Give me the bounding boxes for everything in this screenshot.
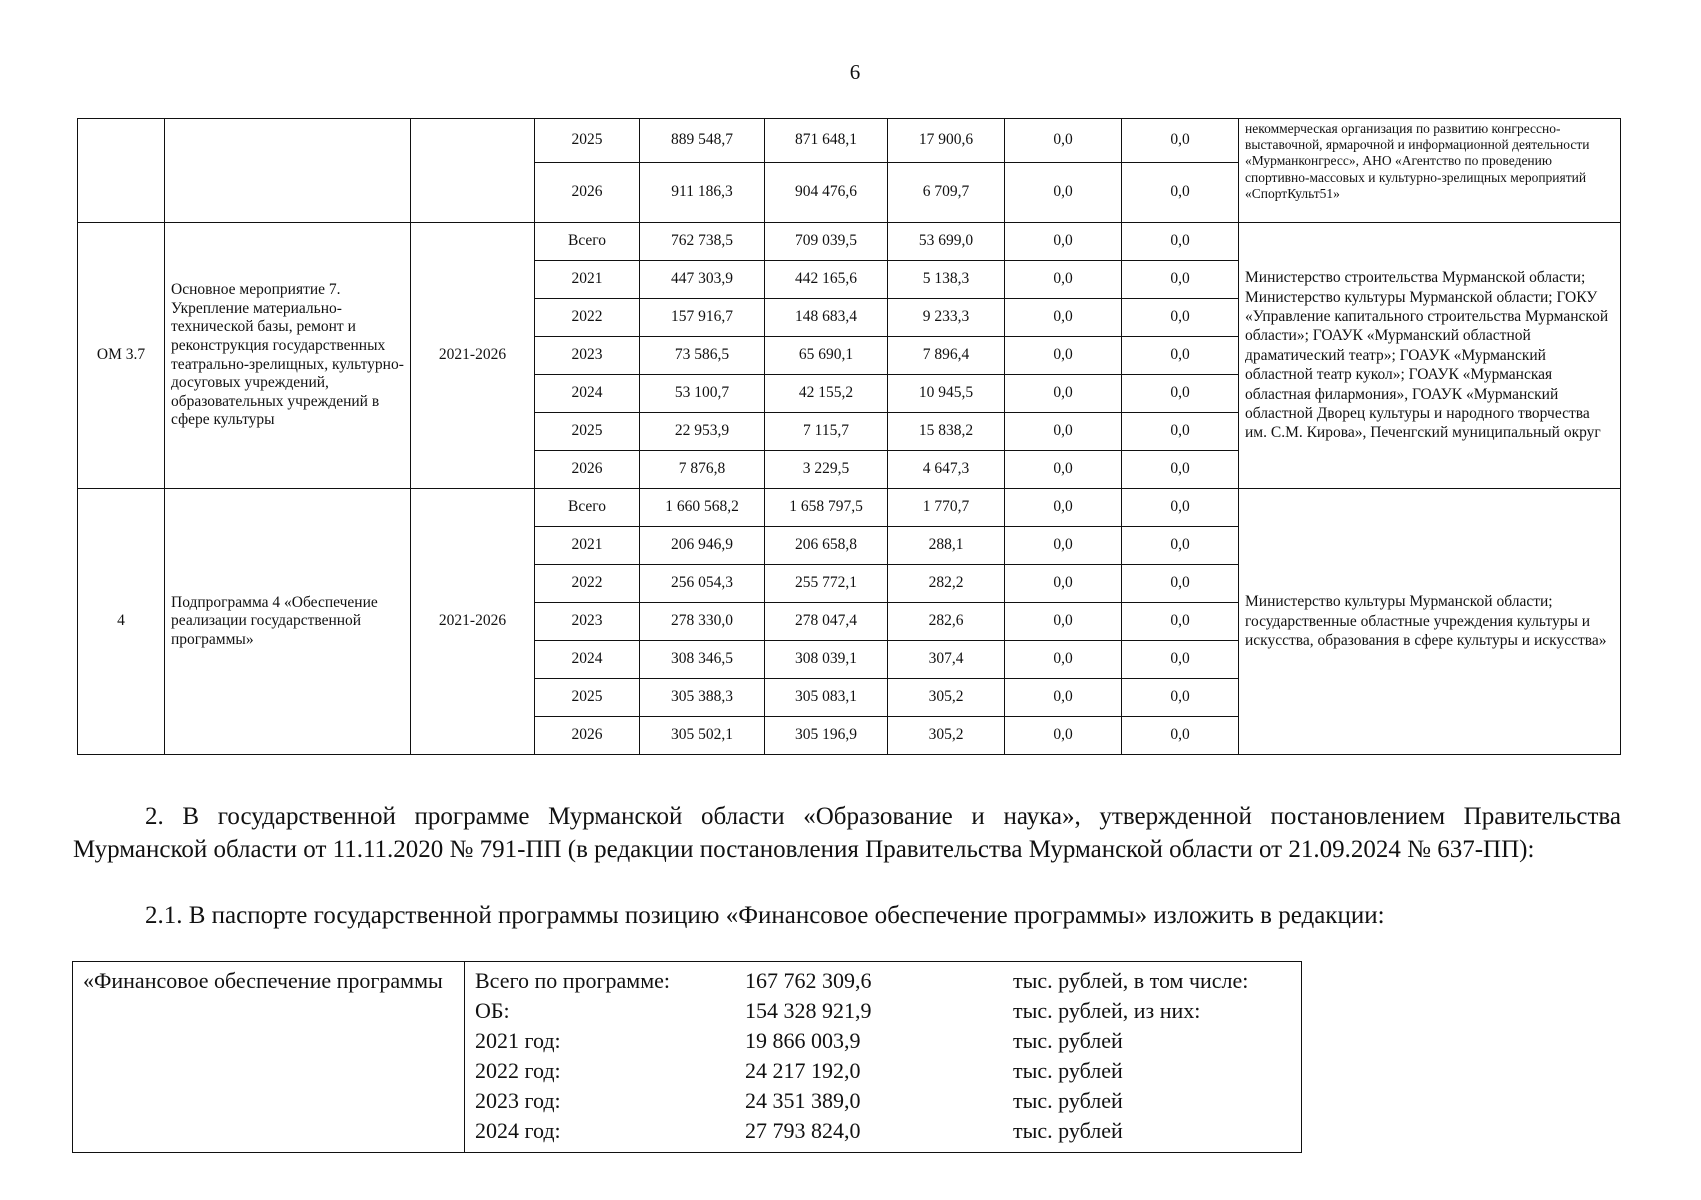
mb-cell: 0,0 [1005, 413, 1122, 451]
responsible-cell: некоммерческая организация по развитию конгрессно-выставочной, ярмарочной и информационной деятельности «Мурманконгресс», АНО «Агентство по проведению спортивно-массовых и культурно-зрелищных мероприятий «СпортКульт51» [1239, 119, 1621, 223]
finance-value: 24 351 389,0 [745, 1088, 861, 1113]
finance-row [475, 1116, 1291, 1146]
year-cell: Всего [535, 489, 640, 527]
fb-cell: 305,2 [888, 679, 1005, 717]
mb-cell: 0,0 [1005, 299, 1122, 337]
finance-value: 154 328 921,9 [745, 998, 872, 1023]
total-cell: 762 738,5 [640, 223, 765, 261]
mb-cell: 0,0 [1005, 603, 1122, 641]
year-cell: 2023 [535, 603, 640, 641]
ob-cell: 42 155,2 [765, 375, 888, 413]
total-cell: 889 548,7 [640, 119, 765, 163]
row-period-cell [411, 119, 535, 223]
finance-row [475, 1026, 1291, 1056]
vb-cell: 0,0 [1122, 603, 1239, 641]
mb-cell: 0,0 [1005, 261, 1122, 299]
year-cell: 2024 [535, 641, 640, 679]
ob-cell: 305 196,9 [765, 717, 888, 755]
mb-cell: 0,0 [1005, 641, 1122, 679]
total-cell: 305 388,3 [640, 679, 765, 717]
fb-cell: 53 699,0 [888, 223, 1005, 261]
paragraph-2-1: 2.1. В паспорте государственной программы позицию «Финансовое обеспечение программы» изложить в редакции: [145, 902, 1385, 929]
ob-cell: 709 039,5 [765, 223, 888, 261]
page-number: 6 [849, 60, 861, 84]
table-row [78, 119, 1621, 163]
total-cell: 206 946,9 [640, 527, 765, 565]
year-cell: 2021 [535, 261, 640, 299]
funding-table [77, 118, 1621, 755]
vb-cell: 0,0 [1122, 717, 1239, 755]
fb-cell: 1 770,7 [888, 489, 1005, 527]
fb-cell: 5 138,3 [888, 261, 1005, 299]
fb-cell: 4 647,3 [888, 451, 1005, 489]
mb-cell: 0,0 [1005, 375, 1122, 413]
total-cell: 73 586,5 [640, 337, 765, 375]
fb-cell: 9 233,3 [888, 299, 1005, 337]
finance-name: Всего по программе: [475, 968, 671, 993]
total-cell: 7 876,8 [640, 451, 765, 489]
mb-cell: 0,0 [1005, 717, 1122, 755]
vb-cell: 0,0 [1122, 679, 1239, 717]
total-cell: 1 660 568,2 [640, 489, 765, 527]
mb-cell: 0,0 [1005, 451, 1122, 489]
finance-values-cell [465, 962, 1302, 1153]
total-cell: 447 303,9 [640, 261, 765, 299]
finance-label-cell [73, 962, 465, 1153]
ob-cell: 3 229,5 [765, 451, 888, 489]
total-cell: 305 502,1 [640, 717, 765, 755]
year-cell: 2025 [535, 679, 640, 717]
responsible-cell: Министерство культуры Мурманской области; государственные областные учреждения культуры и искусства, образования в сфере культуры и искусства» [1239, 489, 1621, 755]
year-cell: 2022 [535, 299, 640, 337]
row-code-cell [78, 119, 165, 223]
responsible-cell: Министерство строительства Мурманской области; Министерство культуры Мурманской области; ГОКУ «Управление капитального строительства Мурманской области»; ГОАУК «Мурманский областной драматический театр»; ГОАУК «Мурманский областной театр кукол»; ГОАУК «Мурманская областная филармония», ГОАУК «Мурманский областной Дворец культуры и народного творчества им. С.М. Кирова», Печенгский муниципальный округ [1239, 223, 1621, 489]
fb-cell: 282,2 [888, 565, 1005, 603]
table-row [78, 489, 1621, 527]
year-cell: 2023 [535, 337, 640, 375]
finance-unit: тыс. рублей [1013, 1028, 1123, 1053]
finance-value: 27 793 824,0 [745, 1118, 861, 1143]
ob-cell: 148 683,4 [765, 299, 888, 337]
year-cell: 2026 [535, 717, 640, 755]
vb-cell: 0,0 [1122, 337, 1239, 375]
vb-cell: 0,0 [1122, 413, 1239, 451]
vb-cell: 0,0 [1122, 527, 1239, 565]
year-cell: 2025 [535, 413, 640, 451]
mb-cell: 0,0 [1005, 565, 1122, 603]
finance-name: 2024 год: [475, 1118, 561, 1143]
finance-value: 19 866 003,9 [745, 1028, 861, 1053]
fb-cell: 307,4 [888, 641, 1005, 679]
year-cell: 2026 [535, 163, 640, 223]
finance-label: «Финансовое обеспечение программы [83, 968, 443, 993]
year-cell: 2025 [535, 119, 640, 163]
vb-cell: 0,0 [1122, 223, 1239, 261]
vb-cell: 0,0 [1122, 119, 1239, 163]
row-name-cell [165, 119, 411, 223]
row-period-cell: 2021-2026 [411, 489, 535, 755]
finance-unit: тыс. рублей, из них: [1013, 998, 1201, 1023]
ob-cell: 65 690,1 [765, 337, 888, 375]
fb-cell: 7 896,4 [888, 337, 1005, 375]
fb-cell: 17 900,6 [888, 119, 1005, 163]
finance-unit: тыс. рублей, в том числе: [1013, 968, 1249, 993]
finance-unit: тыс. рублей [1013, 1058, 1123, 1083]
total-cell: 278 330,0 [640, 603, 765, 641]
mb-cell: 0,0 [1005, 337, 1122, 375]
finance-value: 167 762 309,6 [745, 968, 872, 993]
row-name-cell: Подпрограмма 4 «Обеспечение реализации государственной программы» [165, 489, 411, 755]
total-cell: 22 953,9 [640, 413, 765, 451]
row-name-cell: Основное мероприятие 7. Укрепление материально-технической базы, ремонт и реконструкция государственных театрально-зрелищных, культурно-досуговых учреждений, образовательных учреждений в сфере культуры [165, 223, 411, 489]
finance-rows [475, 966, 1291, 1146]
ob-cell: 305 083,1 [765, 679, 888, 717]
ob-cell: 308 039,1 [765, 641, 888, 679]
ob-cell: 871 648,1 [765, 119, 888, 163]
total-cell: 911 186,3 [640, 163, 765, 223]
total-cell: 308 346,5 [640, 641, 765, 679]
year-cell: 2022 [535, 565, 640, 603]
finance-unit: тыс. рублей [1013, 1088, 1123, 1113]
fb-cell: 305,2 [888, 717, 1005, 755]
total-cell: 256 054,3 [640, 565, 765, 603]
table-row [78, 223, 1621, 261]
mb-cell: 0,0 [1005, 163, 1122, 223]
mb-cell: 0,0 [1005, 223, 1122, 261]
vb-cell: 0,0 [1122, 375, 1239, 413]
ob-cell: 7 115,7 [765, 413, 888, 451]
vb-cell: 0,0 [1122, 261, 1239, 299]
total-cell: 53 100,7 [640, 375, 765, 413]
fb-cell: 282,6 [888, 603, 1005, 641]
finance-name: 2023 год: [475, 1088, 561, 1113]
mb-cell: 0,0 [1005, 527, 1122, 565]
vb-cell: 0,0 [1122, 489, 1239, 527]
paragraph-2: 2. В государственной программе Мурманской области «Образование и наука», утвержденной постановлением Правительства Мурманской области от 11.11.2020 № 791-ПП (в редакции постановления Правительства Мурманской области от 21.09.2024 № 637-ПП): [73, 803, 1621, 863]
ob-cell: 206 658,8 [765, 527, 888, 565]
row-period-cell: 2021-2026 [411, 223, 535, 489]
vb-cell: 0,0 [1122, 641, 1239, 679]
year-cell: 2021 [535, 527, 640, 565]
finance-name: 2021 год: [475, 1028, 561, 1053]
finance-row [475, 966, 1291, 996]
total-cell: 157 916,7 [640, 299, 765, 337]
finance-table [72, 961, 1302, 1153]
fb-cell: 15 838,2 [888, 413, 1005, 451]
ob-cell: 255 772,1 [765, 565, 888, 603]
fb-cell: 288,1 [888, 527, 1005, 565]
ob-cell: 904 476,6 [765, 163, 888, 223]
year-cell: Всего [535, 223, 640, 261]
finance-name: ОБ: [475, 998, 510, 1023]
vb-cell: 0,0 [1122, 163, 1239, 223]
ob-cell: 1 658 797,5 [765, 489, 888, 527]
ob-cell: 442 165,6 [765, 261, 888, 299]
mb-cell: 0,0 [1005, 489, 1122, 527]
vb-cell: 0,0 [1122, 451, 1239, 489]
year-cell: 2026 [535, 451, 640, 489]
finance-row [475, 1056, 1291, 1086]
fb-cell: 6 709,7 [888, 163, 1005, 223]
row-code-cell: ОМ 3.7 [78, 223, 165, 489]
finance-name: 2022 год: [475, 1058, 561, 1083]
finance-value: 24 217 192,0 [745, 1058, 861, 1083]
mb-cell: 0,0 [1005, 119, 1122, 163]
row-code-cell: 4 [78, 489, 165, 755]
finance-row [475, 1086, 1291, 1116]
mb-cell: 0,0 [1005, 679, 1122, 717]
finance-unit: тыс. рублей [1013, 1118, 1123, 1143]
vb-cell: 0,0 [1122, 565, 1239, 603]
fb-cell: 10 945,5 [888, 375, 1005, 413]
finance-row [475, 996, 1291, 1026]
ob-cell: 278 047,4 [765, 603, 888, 641]
year-cell: 2024 [535, 375, 640, 413]
vb-cell: 0,0 [1122, 299, 1239, 337]
